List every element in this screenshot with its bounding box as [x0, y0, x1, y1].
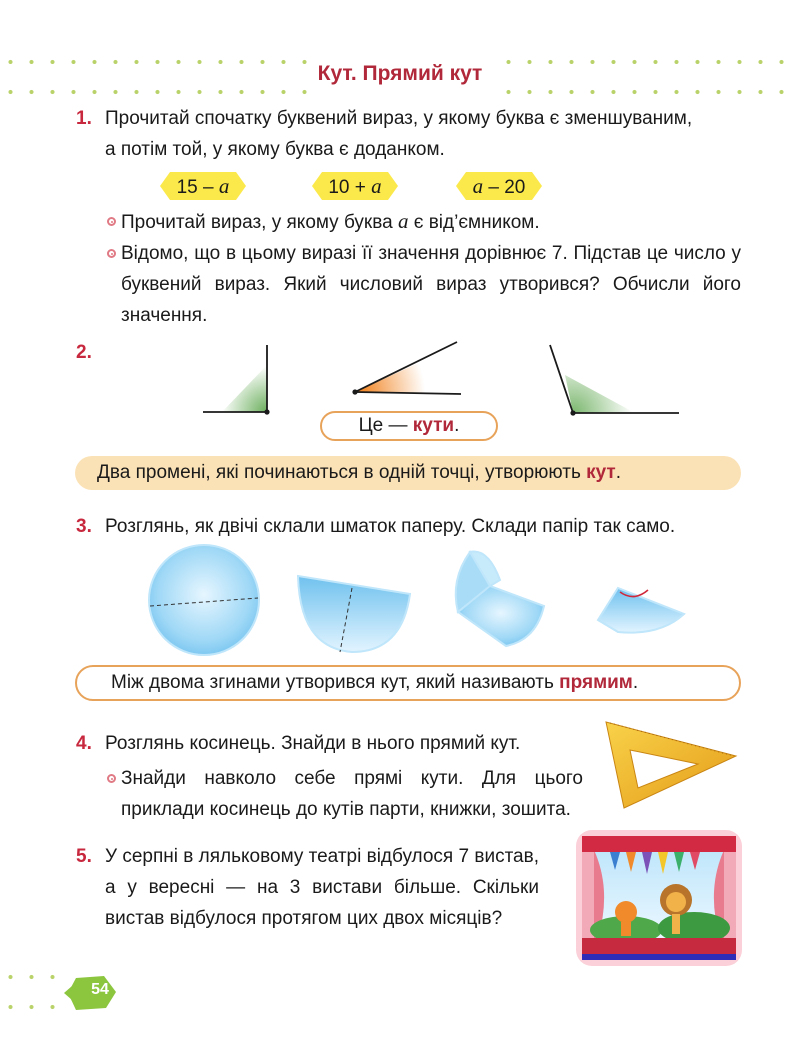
task4-text: Розглянь косинець. Знайди в нього прямий кут.: [105, 733, 521, 754]
rule-box-angle: Два промені, які починаються в одній точці, утворюють кут.: [75, 456, 741, 490]
header-dots-row-4: [498, 86, 800, 98]
task1-bullet2: Відомо, що в цьому виразі її значення дорівнює 7. Підстав це число у буквений вираз. Який числовий вираз утворився? Обчисли його значення.: [121, 243, 741, 326]
footer-dots-row-2: [0, 1001, 62, 1013]
paper-folding-illustration: [140, 540, 700, 660]
task4-number: 4.: [76, 733, 92, 754]
bullet-icon: [107, 774, 116, 783]
acute-angle-figure: [352, 342, 461, 395]
task5-number: 5.: [76, 846, 92, 867]
expression-2: 10 + a: [328, 174, 382, 198]
bullet-icon: [107, 249, 116, 258]
expression-1: 15 – a: [176, 174, 230, 198]
task1-line1: Прочитай спочатку буквений вираз, у якому буква є зменшуваним,: [105, 108, 693, 129]
obtuse-angle-figure: [550, 345, 679, 416]
task3-number: 3.: [76, 516, 92, 537]
task5-text: У серпні в ляльковому театрі відбулося 7 вистав, а у вересні — на 3 вистави більше. Скільки вистав відбулося протягом цих двох місяців?: [105, 846, 539, 929]
page-number: 54: [91, 981, 109, 998]
expression-3: a – 20: [472, 174, 526, 198]
right-angle-figure: [203, 345, 270, 415]
paper-step-circle: [149, 545, 259, 655]
page-title: Кут. Прямий кут: [317, 62, 483, 85]
puppet-theatre-image: [576, 830, 742, 966]
paper-step-eighth: [598, 588, 684, 633]
task2-number: 2.: [76, 342, 92, 363]
header-dots-row-2: [0, 86, 310, 98]
task1-line2: а потім той, у якому буква є доданком.: [105, 139, 445, 160]
set-square-image: [600, 720, 740, 812]
angles-caption: Це — кути.: [320, 411, 498, 441]
task1-bullet1: Прочитай вираз, у якому буква a є від’ємником.: [121, 209, 540, 233]
task3-text: Розглянь, як двічі склали шматок паперу. Склади папір так само.: [105, 516, 676, 537]
bullet-icon: [107, 217, 116, 226]
task4-bullet: Знайди навколо себе прямі кути. Для цього приклади косинець до кутів парти, книжки, зошита.: [121, 768, 583, 820]
paper-step-half: [298, 576, 410, 652]
paper-step-quarter: [456, 552, 544, 646]
rule-box-right-angle: Між двома згинами утворився кут, який називають прямим.: [75, 665, 741, 701]
task1-number: 1.: [76, 108, 92, 129]
footer-dots-row-1: [0, 971, 62, 983]
